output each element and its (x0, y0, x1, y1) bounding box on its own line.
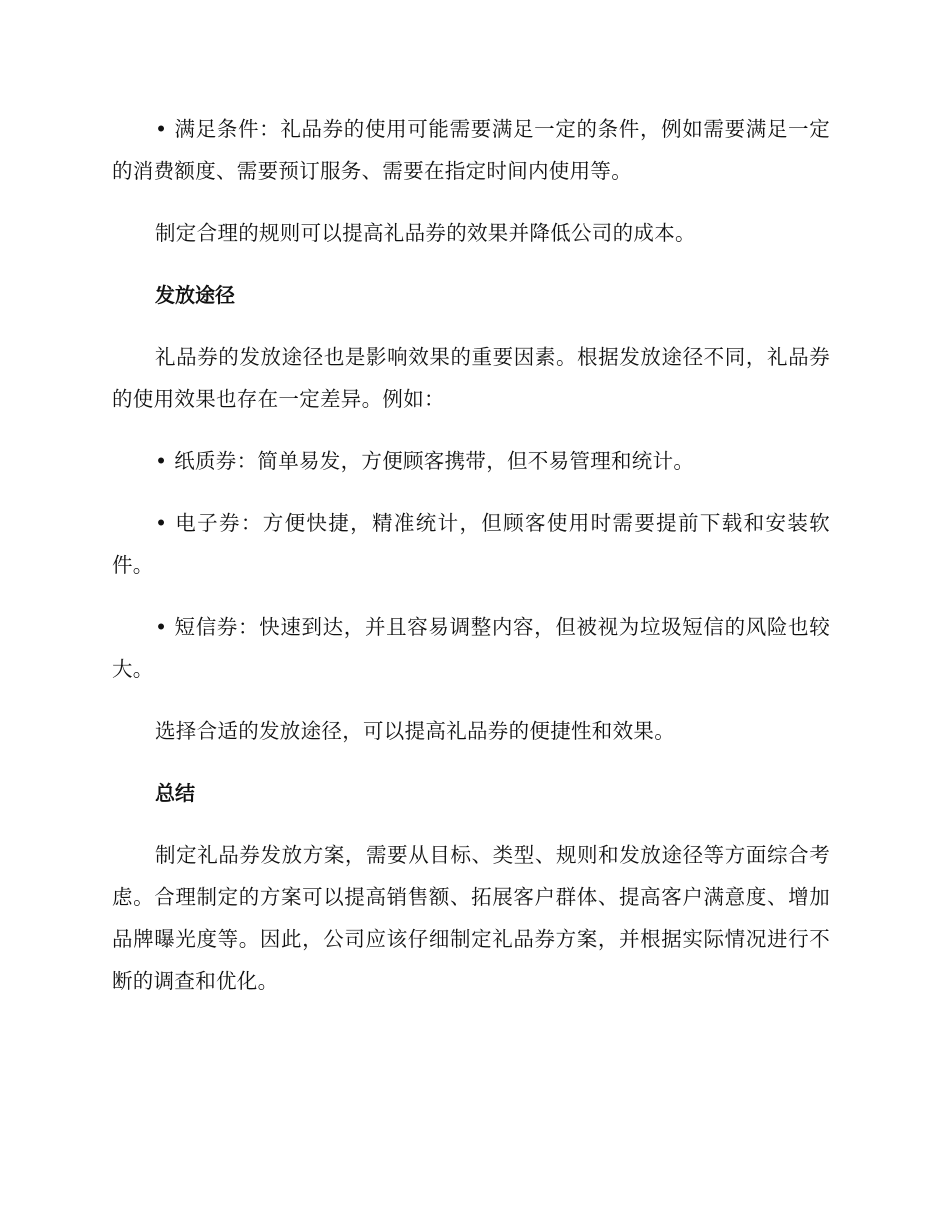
bullet-electronic-voucher: • 电子券：方便快捷，精准统计，但顾客使用时需要提前下载和安装软件。 (112, 511, 830, 577)
section-heading-distribution: 发放途径 (155, 283, 235, 307)
distribution-summary-paragraph: 选择合适的发放途径，可以提高礼品券的便捷性和效果。 (155, 719, 675, 743)
rules-summary-paragraph: 制定合理的规则可以提高礼品券的效果并降低公司的成本。 (155, 221, 696, 245)
bullet-conditions: • 满足条件：礼品券的使用可能需要满足一定的条件，例如需要满足一定的消费额度、需要预订服务、需要在指定时间内使用等。 (112, 117, 830, 183)
section-heading-summary: 总结 (155, 781, 195, 805)
bullet-paper-voucher: • 纸质券：简单易发，方便顾客携带，但不易管理和统计。 (155, 449, 695, 473)
document-page (112, 108, 830, 1022)
distribution-intro-paragraph: 礼品券的发放途径也是影响效果的重要因素。根据发放途径不同，礼品券的使用效果也存在一定差异。例如： (112, 345, 830, 411)
bullet-sms-voucher: • 短信券：快速到达，并且容易调整内容，但被视为垃圾短信的风险也较大。 (112, 615, 830, 681)
conclusion-paragraph: 制定礼品券发放方案，需要从目标、类型、规则和发放途径等方面综合考虑。合理制定的方案可以提高销售额、拓展客户群体、提高客户满意度、增加品牌曝光度等。因此，公司应该仔细制定礼品券方案，并根据实际情况进行不断的调查和优化。 (112, 843, 830, 993)
